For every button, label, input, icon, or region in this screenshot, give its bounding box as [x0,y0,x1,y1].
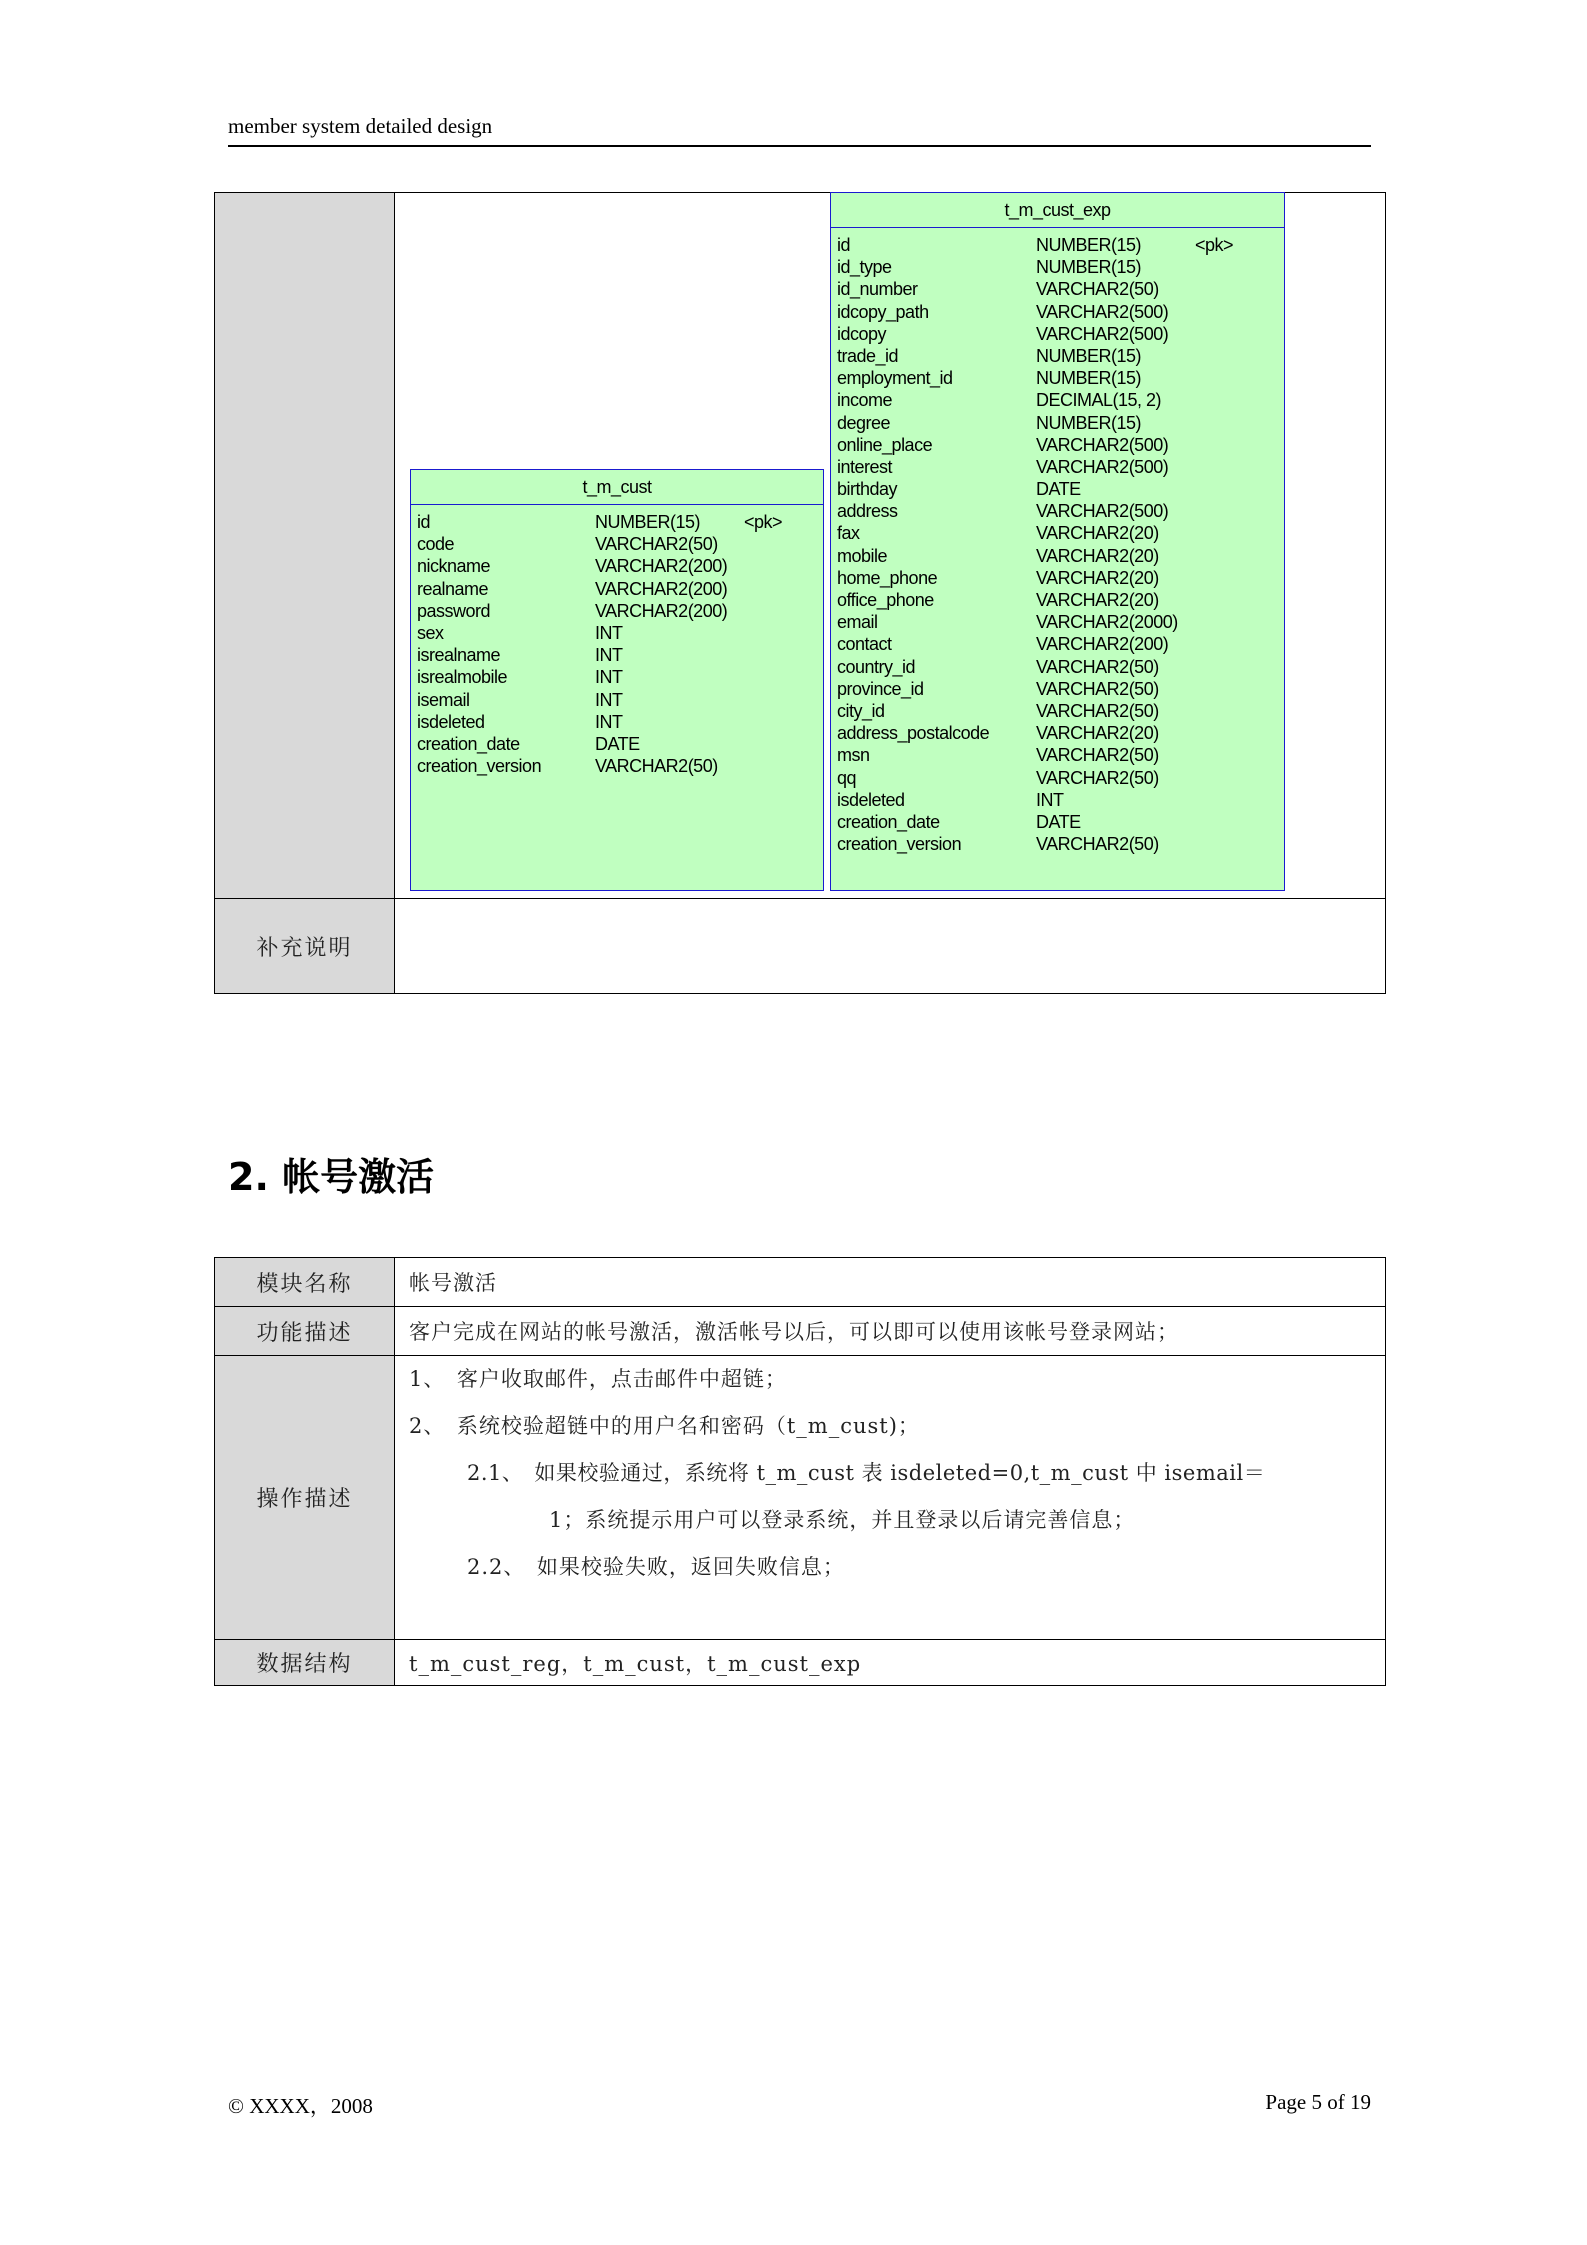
note-value [395,899,1386,994]
column-type: VARCHAR2(50) [1036,834,1159,855]
column-name: nickname [417,556,491,577]
column-row [831,478,1284,500]
footer-page-number: Page 5 of 19 [1265,2090,1371,2114]
column-name: id [837,235,851,255]
column-row [831,545,1284,567]
page-header-title: member system detailed design [228,114,493,138]
column-name: sex [417,622,444,643]
column-row [831,567,1284,589]
column-row [831,389,1284,411]
column-row [411,511,823,533]
column-row [831,456,1284,478]
column-name: home_phone [837,567,938,588]
column-name: isrealname [417,645,501,666]
column-type: VARCHAR2(50) [1036,767,1159,788]
entity-t-m-cust [410,469,824,891]
column-type: VARCHAR2(500) [1036,323,1169,344]
column-name: id_type [837,257,892,278]
column-type: VARCHAR2(20) [1036,567,1159,588]
column-name: isrealmobile [417,667,508,688]
column-name: id [417,512,431,532]
column-name: creation_version [417,756,542,777]
column-name: income [837,390,893,411]
column-name: degree [837,412,891,433]
column-row [411,622,823,644]
operation-value [395,1356,1386,1640]
column-row [831,278,1284,300]
section-heading: 2. 帐号激活 [228,1155,435,1199]
column-type: VARCHAR2(500) [1036,456,1169,477]
column-name: msn [837,745,870,766]
column-name: interest [837,456,893,477]
column-type: INT [1036,789,1064,810]
column-name: mobile [837,545,888,566]
column-type: VARCHAR2(500) [1036,301,1169,322]
column-type: NUMBER(15) [595,512,701,532]
column-type: INT [595,622,623,643]
column-row [831,767,1284,789]
column-row [411,533,823,555]
column-type: NUMBER(15) [1036,257,1142,278]
column-type: VARCHAR2(50) [1036,745,1159,766]
op-line: 2.1、 如果校验通过，系统将 t_m_cust 表 isdeleted=0,t_m_cust 中 isemail＝ [467,1461,1266,1485]
column-row [411,689,823,711]
column-type: NUMBER(15) [1036,235,1142,255]
operation-label: 操作描述 [215,1356,395,1640]
op-line: 1、 客户收取邮件，点击邮件中超链； [409,1367,787,1391]
entity-title: t_m_cust_exp [831,193,1284,228]
column-type: VARCHAR2(200) [595,600,728,621]
note-label: 补充说明 [215,899,395,994]
column-type: VARCHAR2(500) [1036,434,1169,455]
function-value: 客户完成在网站的帐号激活，激活帐号以后，可以即可以使用该帐号登录网站； [395,1307,1386,1356]
column-name: contact [837,634,892,655]
column-key: <pk> [744,512,783,532]
column-type: VARCHAR2(50) [595,534,718,555]
column-name: idcopy [837,323,887,344]
column-name: trade_id [837,345,899,366]
column-row [831,611,1284,633]
column-row [831,722,1284,744]
column-name: isemail [417,689,470,710]
column-name: country_id [837,656,916,677]
column-row [831,522,1284,544]
module-name-label: 模块名称 [215,1258,395,1307]
column-key: <pk> [1195,235,1234,255]
column-type: VARCHAR2(50) [1036,279,1159,300]
column-type: NUMBER(15) [1036,345,1142,366]
column-type: DECIMAL(15, 2) [1036,390,1162,411]
column-name: realname [417,578,489,599]
op-line: 1；系统提示用户可以登录系统，并且登录以后请完善信息； [549,1508,1136,1532]
column-row [831,744,1284,766]
column-type: NUMBER(15) [1036,412,1142,433]
footer-copyright: © XXXX，2008 [228,2094,373,2118]
column-type: NUMBER(15) [1036,368,1142,389]
column-type: INT [595,689,623,710]
column-row [411,666,823,688]
column-type: DATE [1036,479,1081,500]
column-row [411,755,823,777]
column-name: isdeleted [837,789,905,810]
column-name: online_place [837,434,933,455]
column-name: employment_id [837,368,953,389]
column-type: INT [595,645,623,666]
column-row [831,345,1284,367]
entity-title: t_m_cust [411,470,823,505]
column-type: VARCHAR2(20) [1036,590,1159,610]
column-row [831,323,1284,345]
column-row [411,578,823,600]
column-type: DATE [1036,811,1081,832]
column-name: code [417,534,455,555]
data-structure-value: t_m_cust_reg，t_m_cust，t_m_cust_exp [395,1640,1386,1686]
column-row [831,589,1284,611]
column-row [831,500,1284,522]
column-name: qq [837,767,857,788]
schema-label-cell [215,193,395,899]
column-name: email [837,612,878,633]
column-name: creation_date [417,733,520,754]
column-row [411,555,823,577]
column-type: INT [595,711,623,732]
column-type: DATE [595,733,640,754]
header-divider [228,145,1371,147]
column-row [411,644,823,666]
column-name: province_id [837,678,924,699]
column-type: INT [595,667,623,688]
column-type: VARCHAR2(50) [595,756,718,777]
op-line: 2.2、 如果校验失败，返回失败信息； [467,1555,845,1579]
column-name: address_postalcode [837,723,990,744]
column-row [831,833,1284,855]
column-name: office_phone [837,590,934,610]
module-name-value: 帐号激活 [395,1258,1386,1307]
column-name: fax [837,523,860,544]
column-row [831,234,1284,256]
column-type: VARCHAR2(2000) [1036,612,1178,633]
column-row [831,256,1284,278]
column-row [831,434,1284,456]
column-row [831,678,1284,700]
column-name: address [837,501,898,522]
column-name: password [417,600,491,621]
column-name: id_number [837,279,918,300]
function-label: 功能描述 [215,1307,395,1356]
column-row [411,600,823,622]
column-type: VARCHAR2(50) [1036,678,1159,699]
column-type: VARCHAR2(20) [1036,523,1159,544]
column-name: creation_date [837,811,940,832]
column-name: creation_version [837,834,962,855]
column-row [831,700,1284,722]
column-row [831,367,1284,389]
column-type: VARCHAR2(200) [1036,634,1169,655]
column-type: VARCHAR2(200) [595,556,728,577]
column-type: VARCHAR2(200) [595,578,728,599]
column-row [831,633,1284,655]
column-row [831,301,1284,323]
column-type: VARCHAR2(500) [1036,501,1169,522]
column-name: idcopy_path [837,301,929,322]
column-name: city_id [837,700,885,721]
column-type: VARCHAR2(20) [1036,545,1159,566]
column-row [831,412,1284,434]
column-row [831,656,1284,678]
column-row [831,789,1284,811]
op-line: 2、 系统校验超链中的用户名和密码（t_m_cust)； [409,1414,920,1438]
column-name: isdeleted [417,711,485,732]
data-structure-label: 数据结构 [215,1640,395,1686]
column-row [411,733,823,755]
column-row [411,711,823,733]
module-table [214,1257,1386,1686]
entity-t-m-cust-exp [830,192,1285,891]
column-name: birthday [837,479,898,500]
column-type: VARCHAR2(50) [1036,700,1159,721]
column-type: VARCHAR2(50) [1036,656,1159,677]
column-type: VARCHAR2(20) [1036,723,1159,744]
column-row [831,811,1284,833]
